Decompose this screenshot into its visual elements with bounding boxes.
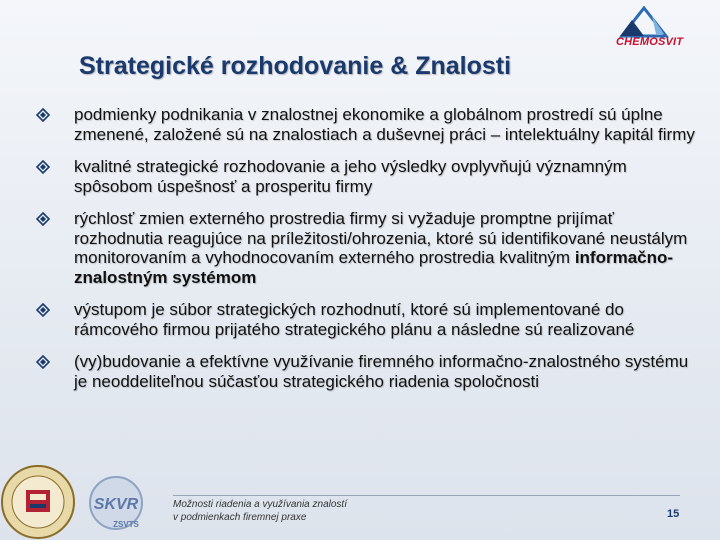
bullet-item-3 — [36, 209, 706, 287]
footer-line-2: v podmienkach firemnej praxe — [173, 512, 307, 523]
diamond-bullet-icon — [36, 303, 50, 317]
bullet-item-2 — [36, 157, 706, 196]
skvr-logo-sublabel: ZSVTS — [113, 520, 139, 529]
page-title: Strategické rozhodovanie & Znalosti — [79, 52, 512, 80]
bullet-text: (vy)budovanie a efektívne využívanie firemného informačno-znalostného systému je neoddeliteľnou súčasťou strategického riadenia spoločnosti — [74, 352, 689, 391]
bullet-list — [36, 105, 706, 404]
skvr-logo-icon — [82, 473, 160, 533]
bullet-item-1 — [36, 105, 706, 144]
diamond-bullet-icon — [36, 108, 50, 122]
footer-line-1: Možnosti riadenia a využívania znalostí — [173, 499, 347, 510]
footer-caption — [173, 498, 347, 524]
page-number: 15 — [667, 508, 680, 520]
bullet-item-5 — [36, 352, 706, 391]
diamond-bullet-icon — [36, 160, 50, 174]
bullet-text: rýchlosť zmien externého prostredia firmy si vyžaduje promptne prijímať rozhodnutia reagujúce na príležitosti/ohrozenia, ktoré sú identifikované neustálym monitorovaním a vyhodnocovaním externého prostredia kvalitným — [74, 209, 688, 267]
bullet-text: podmienky podnikania v znalostnej ekonomike a globálnom prostredí sú úplne zmenené, založené sú na znalostiach a duševnej práci – intelektuálny kapitál firmy — [74, 105, 695, 144]
diamond-bullet-icon — [36, 355, 50, 369]
university-seal-icon — [0, 462, 76, 540]
bullet-text: kvalitné strategické rozhodovanie a jeho výsledky ovplyvňujú významným spôsobom úspešnosť a prosperitu firmy — [74, 157, 627, 196]
chemosvit-logo-label: CHEMOSVIT — [616, 36, 684, 48]
diamond-bullet-icon — [36, 212, 50, 226]
footer-divider — [173, 495, 680, 496]
bullet-item-4 — [36, 300, 706, 339]
skvr-logo-label: SKVR — [93, 496, 139, 513]
bullet-text-bold: informačno-znalostným systémom — [74, 248, 674, 287]
bullet-text: výstupom je súbor strategických rozhodnutí, ktoré sú implementované do rámcového firmou prijatého strategického plánu a následne sú realizované — [74, 300, 635, 339]
